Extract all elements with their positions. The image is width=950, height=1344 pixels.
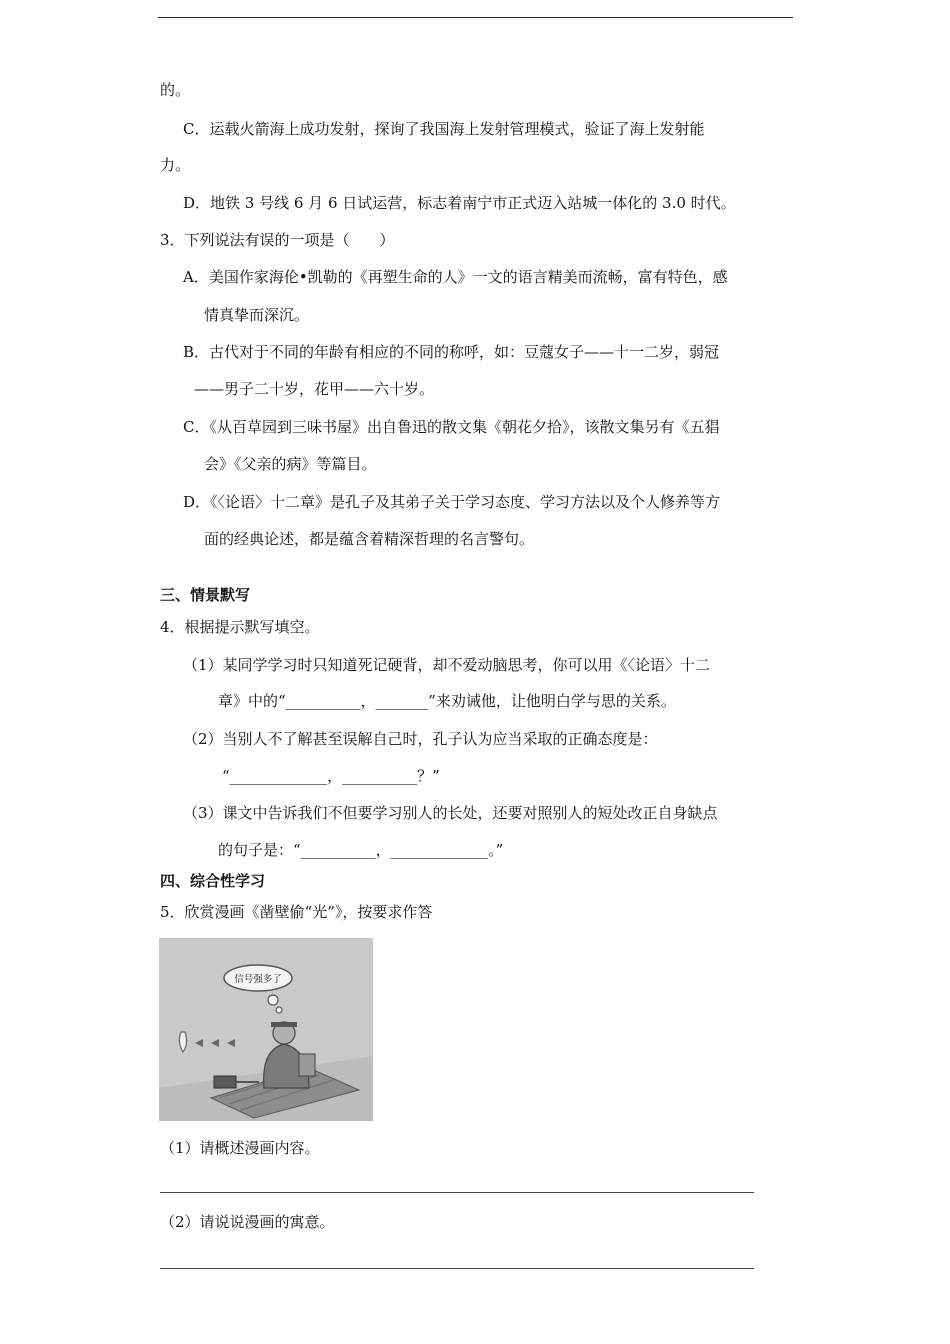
q3-option-b: B．古代对于不同的年龄有相应的不同的称呼，如：豆蔻女子——十一二岁，弱冠 bbox=[183, 343, 720, 361]
q2-continuation: 的。 bbox=[160, 81, 191, 99]
q3-option-a-cont: 情真挚而深沉。 bbox=[204, 306, 310, 324]
q4-part1: （1）某同学学习时只知道死记硬背，却不爱动脑思考，你可以用《〈论语〉十二 bbox=[183, 656, 711, 674]
q4-part2: （2）当别人不了解甚至误解自己时，孔子认为应当采取的正确态度是： bbox=[183, 730, 658, 748]
q4-part3: （3）课文中告诉我们不但要学习别人的长处，还要对照别人的短处改正自身缺点 bbox=[183, 804, 718, 822]
device bbox=[214, 1076, 236, 1088]
cartoon-image bbox=[159, 938, 373, 1121]
section-4-title: 四、综合性学习 bbox=[160, 872, 266, 890]
q3-option-c-cont: 会》《父亲的病》等篇目。 bbox=[204, 455, 377, 473]
q4-part1-cont: 章》中的“__________，_______”来劝诫他，让他明白学与思的关系。 bbox=[218, 692, 676, 710]
q5-part1: （1）请概述漫画内容。 bbox=[160, 1139, 320, 1157]
q3-option-b-cont: ——男子二十岁，花甲——六十岁。 bbox=[194, 380, 435, 398]
q3-option-c: C．《从百草园到三味书屋》出自鲁迅的散文集《朝花夕拾》，该散文集另有《五猖 bbox=[183, 418, 720, 436]
q3-stem: 3．下列说法有误的一项是（ ） bbox=[160, 231, 395, 249]
q4-stem: 4．根据提示默写填空。 bbox=[160, 618, 320, 636]
q3-option-a: A．美国作家海伦•凯勒的《再塑生命的人》一文的语言精美而流畅，富有特色，感 bbox=[183, 268, 728, 286]
section-3-title: 三、情景默写 bbox=[160, 586, 251, 604]
answer-line-1 bbox=[160, 1192, 754, 1193]
q3-option-d: D．《〈论语〉十二章》是孔子及其弟子关于学习态度、学习方法以及个人修养等方 bbox=[183, 493, 721, 511]
cartoon-illustration bbox=[159, 938, 373, 1121]
q5-stem: 5．欣赏漫画《凿壁偷“光”》，按要求作答 bbox=[160, 903, 433, 921]
q4-part3-cont: 的句子是：“__________，_____________。” bbox=[218, 841, 504, 859]
q4-part2-cont: “_____________，__________？” bbox=[222, 767, 440, 785]
q2-option-d: D．地铁 3 号线 6 月 6 日试运营，标志着南宁市正式迈入站城一体化的 3.0 时代。 bbox=[183, 194, 736, 212]
q2-option-c-cont: 力。 bbox=[160, 156, 191, 174]
bubble-text: 信号强多了 bbox=[234, 974, 282, 985]
q3-option-d-cont: 面的经典论述，都是蕴含着精深哲理的名言警句。 bbox=[204, 530, 535, 548]
header-rule bbox=[158, 17, 793, 18]
q5-part2: （2）请说说漫画的寓意。 bbox=[160, 1213, 335, 1231]
q2-option-c: C．运载火箭海上成功发射，探询了我国海上发射管理模式，验证了海上发射能 bbox=[183, 120, 705, 138]
answer-line-2 bbox=[160, 1268, 754, 1269]
